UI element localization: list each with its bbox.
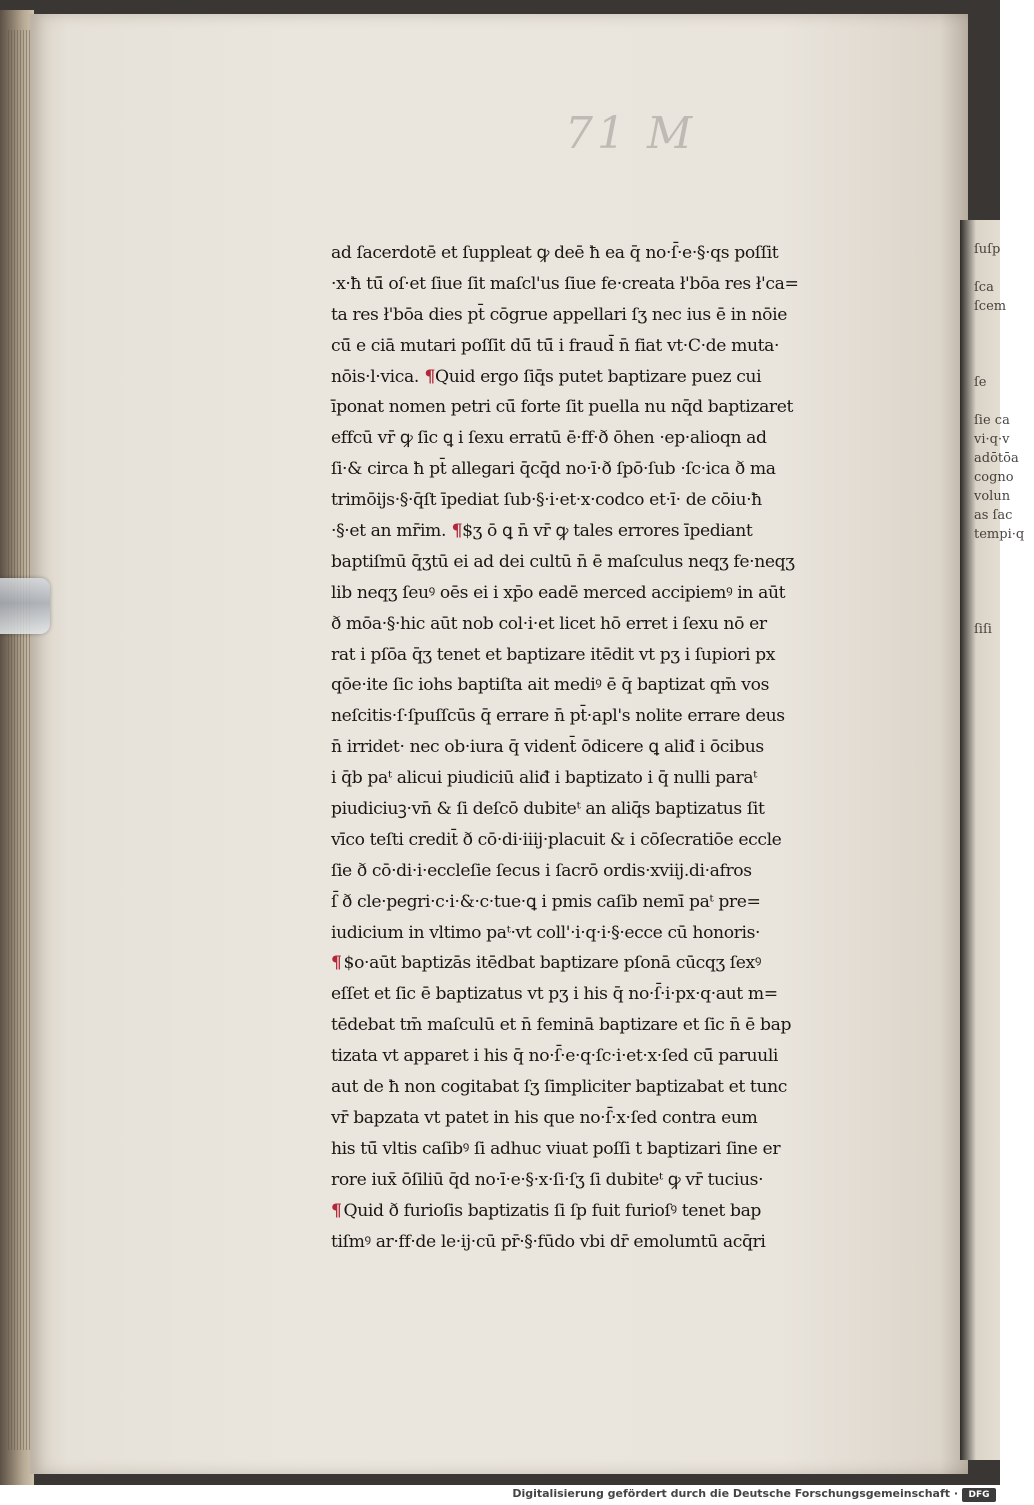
adjacent-page-line xyxy=(974,734,1034,753)
adjacent-page-line: vi·q·v xyxy=(974,432,1010,447)
adjacent-page-line xyxy=(974,582,1034,601)
adjacent-page-line xyxy=(974,677,1034,696)
adjacent-page-line: adōtōa xyxy=(974,451,1019,466)
text-line-content: rat i pſōa q̄ʒ tenet et baptizare itēdit vt pʒ i ſupiori px xyxy=(331,644,776,665)
text-line xyxy=(331,887,921,918)
rubric-text: Quid ergo ſiq̄s putet baptizare puez cui xyxy=(435,366,762,387)
text-line xyxy=(331,392,921,423)
text-line xyxy=(331,238,921,269)
text-line xyxy=(331,1196,921,1227)
text-line xyxy=(331,856,921,887)
footer-bar xyxy=(0,1485,1000,1505)
text-line xyxy=(331,578,921,609)
text-line-content: his tū̄ vltis caſibꝰ ſi adhuc viuat poſſi t baptizari ſine er xyxy=(331,1138,781,1159)
text-line xyxy=(331,1165,921,1196)
text-line-content: vīco teſti credit̄ ð cō·di·iiij·placuit & i cōſecratiōe eccle xyxy=(331,829,782,850)
adjacent-page-line xyxy=(974,658,1034,677)
adjacent-page-line: as ſac xyxy=(974,508,1013,523)
text-line-content: piudiciuꝫ·vn̄ & ſi deſcō dubiteᵗ an aliq̄s baptizatus ſit xyxy=(331,799,765,820)
page-stack-lines xyxy=(8,30,30,1450)
adjacent-page-line: volun xyxy=(974,489,1011,504)
text-line-content: ad ſacerdotē et ſuppleat ꝙ deē ħ ea q̄ no·ſ̄·e·§·qs poſſit xyxy=(331,243,779,263)
page-clip xyxy=(0,578,50,634)
adjacent-page-line xyxy=(974,696,1034,715)
text-line-content: cū̄ e ciā mutari poſſit dū̄ tū̄ i fraud̄ n̄ fiat vt·C·de muta· xyxy=(331,335,780,356)
text-line-content: baptiſmū q̄ʒtū ei ad dei cultū n̄ ē maſculus neqʒ fe·neqʒ xyxy=(331,551,795,572)
adjacent-page-line: ſuſp xyxy=(974,242,1001,257)
adjacent-page-line xyxy=(974,753,1034,772)
text-line-content: qōe·ite ſic iohs baptiſta ait mediꝰ ē q̄ baptizat qm̄ vos xyxy=(331,675,769,696)
rubric-pilcrow: ¶ xyxy=(446,521,463,542)
rubric-text: Quid ð furioſis baptizatis ſi ſp fuit furioſꝰ tenet bap xyxy=(343,1200,762,1221)
text-line xyxy=(331,979,921,1010)
text-line xyxy=(331,1103,921,1134)
adjacent-page-line: ſcem xyxy=(974,299,1007,314)
adjacent-page-line xyxy=(974,354,1034,373)
text-line xyxy=(331,1041,921,1072)
adjacent-page-text xyxy=(974,240,1034,810)
rubric-text: $o·aūt baptizās itēdbat baptizare pſonā cūcqʒ ſexꝰ xyxy=(343,953,762,974)
text-line-content: eſſet et ſic ē baptizatus vt pʒ i his q̄ no·ſ̄·i·px·q·aut m= xyxy=(331,984,778,1005)
text-line xyxy=(331,918,921,949)
text-line xyxy=(331,331,921,362)
adjacent-page-line: ſiſi xyxy=(974,622,992,637)
text-line-content: tiſmꝰ ar·ff·de le·ij·cū pr̄·§·fūdo vbi dr̄ emolumtū acq̄ri xyxy=(331,1231,766,1252)
adjacent-page-line: ſca xyxy=(974,280,994,295)
adjacent-page-line: ſie ca xyxy=(974,413,1010,428)
adjacent-page-line xyxy=(974,316,1034,335)
text-line-content: īponat nomen petri cū̄ forte ſit puella nu nq̄d baptizaret xyxy=(331,397,794,418)
text-line-content: ·§·et an mr̄im. xyxy=(331,521,447,542)
text-line xyxy=(331,825,921,856)
text-line-content: iudicium in vltimo paᵗ·vt coll'·i·q·i·§·ecce cū honoris· xyxy=(331,922,761,943)
folio-number: 71 M xyxy=(565,108,697,159)
adjacent-page-line xyxy=(974,335,1034,354)
rubric-pilcrow: ¶ xyxy=(418,366,436,387)
text-line-content: tēdebat tm̄ maſculū et n̄ feminā baptizare et ſic n̄ ē bap xyxy=(331,1015,792,1036)
text-line xyxy=(331,1134,921,1165)
text-line-content: ta res ł'bōa dies pt̄ cōgrue appellari ſʒ nec ius ē in nōie xyxy=(331,304,787,325)
dfg-logo: DFG xyxy=(962,1488,996,1502)
text-line-content: ſie ð cō·di·i·eccleſie ſecus i ſacrō ordis·xviij.di·afros xyxy=(331,860,752,881)
rubric-text: $ʒ ō ꝗ n̄ vr̄ ꝙ tales errores īpediant xyxy=(462,521,753,542)
adjacent-page-line: ſe xyxy=(974,375,987,390)
text-line-content: vr̄ bapzata vt patet in his que no·ſ̄·x·ſed contra eum xyxy=(331,1107,758,1128)
text-line xyxy=(331,1010,921,1041)
adjacent-page-line xyxy=(974,601,1034,620)
adjacent-page-line xyxy=(974,639,1034,658)
text-line xyxy=(331,948,921,979)
adjacent-page-line: tempi·q xyxy=(974,527,1025,542)
text-line-content: trimōijs·§·q̄ſt īpediat ſub·§·i·et·x·codco et·ī· de cōiu·ħ xyxy=(331,490,762,511)
text-line xyxy=(331,1072,921,1103)
adjacent-page-line xyxy=(974,544,1034,563)
text-line-content: neſcitis·ſ·ſpuſſcūs q̄ errare n̄ pt̄·apl's nolite errare deus xyxy=(331,706,785,727)
text-line xyxy=(331,640,921,671)
text-line-content: aut de ħ non cogitabat ſʒ ſimpliciter baptizabat et tunc xyxy=(331,1077,788,1098)
text-line-content: effcū vr̄ ꝙ ſic ꝗ i ſexu erratū ē·ff·ð ōhen ·ep·alioqn ad xyxy=(331,428,767,449)
text-line xyxy=(331,454,921,485)
rubric-pilcrow: ¶ xyxy=(331,1200,342,1221)
text-line xyxy=(331,701,921,732)
text-line-content: ſi·& circa ħ pt̄ allegari q̄cq̄d no·ī·ð ſpō·ſub ·ſc·ica ð ma xyxy=(331,459,776,480)
adjacent-page-edge xyxy=(960,220,1025,1460)
funding-notice: Digitalisierung gefördert durch die Deutsche Forschungsgemeinschaft · xyxy=(512,1487,958,1500)
text-line-content: ð mōa·§·hic aūt nob col·i·et licet hō erret i ſexu nō er xyxy=(331,613,767,634)
text-line xyxy=(331,794,921,825)
text-line xyxy=(331,1227,921,1258)
adjacent-page-line xyxy=(974,563,1034,582)
text-line-content: ſ̄ ð cle·pegri·c·i·&·c·tue·ꝗ i pmis caſib nemī paᵗ pre= xyxy=(331,891,761,912)
text-line-content: n̄ irridet· nec ob·iura q̄ vident̄ ōdicere ꝗ aliđ i ōcibus xyxy=(331,737,764,758)
adjacent-page-line xyxy=(974,392,1034,411)
text-line xyxy=(331,516,921,547)
adjacent-page-line xyxy=(974,259,1034,278)
rubric-pilcrow: ¶ xyxy=(331,953,342,974)
text-line-content: i q̄b paᵗ alicui piudiciū aliđ i baptizato i q̄ nulli paraᵗ xyxy=(331,768,758,789)
adjacent-page-line xyxy=(974,791,1034,810)
text-line xyxy=(331,609,921,640)
text-line-content: tizata vt apparet i his q̄ no·ſ̄·e·q·ſc·i·et·x·ſed cū̄ paruuli xyxy=(331,1046,779,1067)
text-line xyxy=(331,763,921,794)
text-line-content: nōis·l·vica. xyxy=(331,366,419,387)
text-line-content: lib neqʒ ſeuꝰ oēs ei i xp̄o eadē merced accipiemꝰ in aūt xyxy=(331,582,786,603)
adjacent-page-line xyxy=(974,772,1034,791)
text-line xyxy=(331,485,921,516)
text-line xyxy=(331,300,921,331)
text-line-content: ·x·ħ tū̄ oſ·et ſiue ſit maſcl'us ſiue fe·creata ł'bōa res ł'ca= xyxy=(331,273,799,294)
adjacent-page-line xyxy=(974,715,1034,734)
text-line xyxy=(331,732,921,763)
text-line xyxy=(331,547,921,578)
incunable-text-block xyxy=(331,238,921,1252)
text-line-content: rore iux̄ ōſiliū q̄d no·ī·e·§·x·ſi·ſʒ ſi dubiteᵗ ꝙ vr̄ tucius· xyxy=(331,1169,764,1190)
adjacent-page-line: cogno xyxy=(974,470,1014,485)
text-line xyxy=(331,670,921,701)
text-line xyxy=(331,269,921,300)
text-line xyxy=(331,423,921,454)
text-line xyxy=(331,362,921,393)
